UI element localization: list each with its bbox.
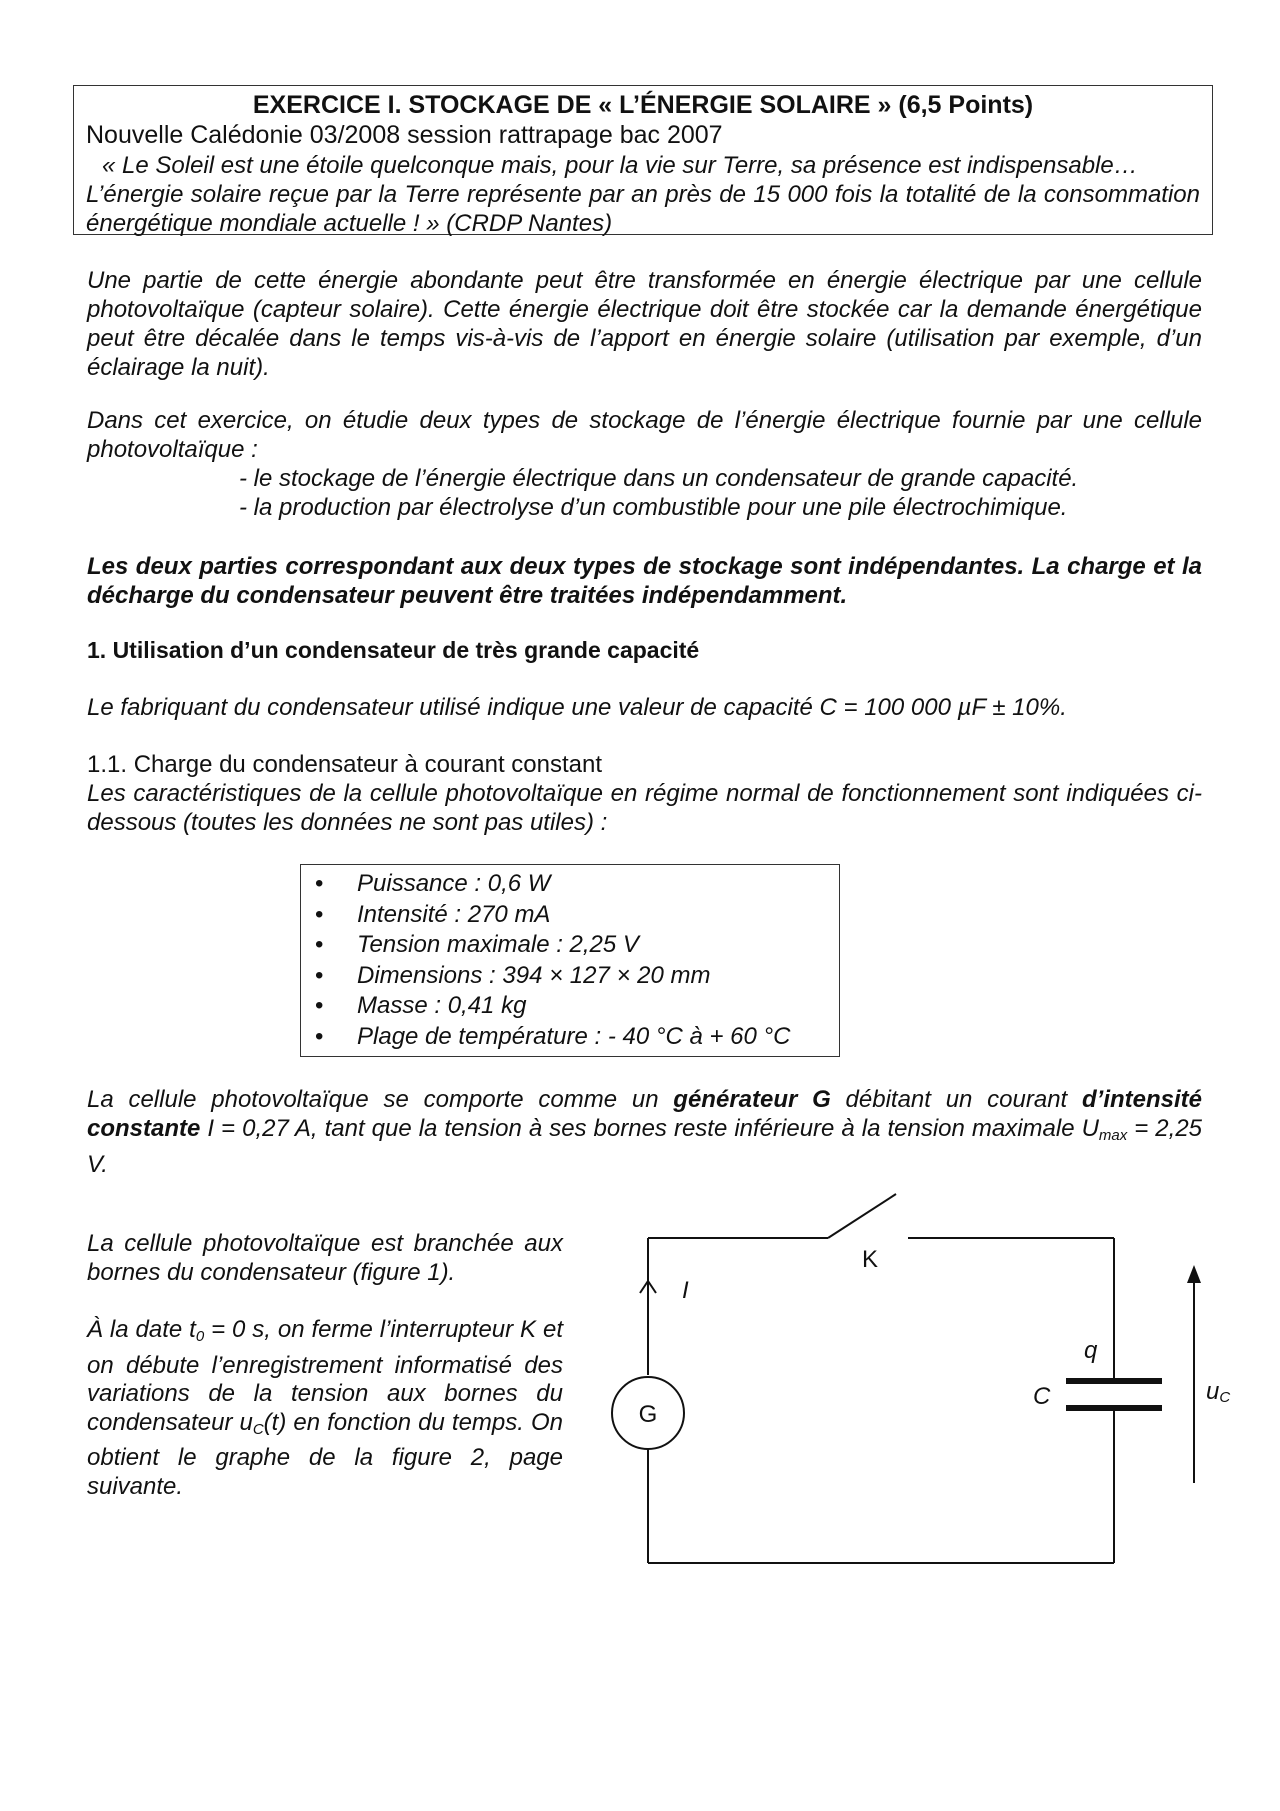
spec-text: Masse : 0,41 kg [357, 992, 527, 1019]
figure-1-circuit [600, 1185, 1240, 1585]
section-1-heading: 1. Utilisation d’un condensateur de très grande capacité [87, 637, 700, 663]
quote-line-1: « Le Soleil est une étoile quelconque mais, pour la vie sur Terre, sa présence est indispensable… [102, 152, 1138, 179]
generator-behavior-paragraph [87, 1085, 1202, 1179]
spec-item [315, 961, 839, 992]
subscript: 0 [195, 1328, 205, 1345]
cell-characteristics-box [300, 864, 840, 1057]
text-run: I = 0,27 A, tant que la tension à ses bornes reste inférieure à la tension maximale U [200, 1115, 1099, 1142]
bullet-icon: • [315, 1022, 324, 1050]
text-run: (t) en fonction du temps. On obtient le graphe de la figure 2, page suivante. [87, 1408, 563, 1500]
switch-label: K [862, 1246, 879, 1273]
bullet-icon: • [315, 992, 324, 1019]
bullet-icon: • [315, 900, 324, 928]
spec-item [315, 930, 839, 961]
section-1-1-block [87, 750, 1202, 837]
spec-item [315, 1022, 839, 1053]
spec-item [315, 991, 839, 1022]
generator-label: G [638, 1401, 658, 1428]
voltage-label-sub: C [1219, 1389, 1231, 1406]
connection-paragraph: La cellule photovoltaïque est branchée aux bornes du condensateur (figure 1). [87, 1230, 563, 1286]
characteristics-intro: Les caractéristiques de la cellule photovoltaïque en régime normal de fonctionnement sont indiquées ci-dessous (toutes les données ne sont pas utiles) : [87, 780, 1202, 836]
bullet-icon: • [315, 870, 324, 897]
voltage-arrow-icon [1187, 1265, 1201, 1283]
spec-text: Intensité : 270 mA [357, 900, 551, 928]
spec-text: Plage de température : - 40 °C à + 60 °C [357, 1022, 791, 1050]
intro-paragraph-1: Une partie de cette énergie abondante peut être transformée en énergie électrique par une cellule photovoltaïque (capteur solaire). Cette énergie électrique doit être stockée car la demande énergétique peut être décalée dans le temps vis-à-vis de l’apport en énergie solaire (utilisation par exemple, d’un éclairage la nuit). [87, 267, 1202, 381]
storage-type-item: - la production par électrolyse d’un combustible pour une pile électrochimique. [239, 494, 1068, 521]
bullet-icon: • [315, 931, 324, 958]
capacitor-label: C [1033, 1383, 1051, 1410]
storage-type-item: - le stockage de l’énergie électrique dans un condensateur de grande capacité. [239, 465, 1079, 492]
spec-text: Dimensions : 394 × 127 × 20 mm [357, 961, 711, 989]
quote-rest: L’énergie solaire reçue par la Terre représente par an près de 15 000 fois la totalité de la consommation énergétique mondiale actuelle ! » (CRDP Nantes) [86, 181, 1200, 237]
charge-label: q [1084, 1337, 1098, 1364]
voltage-label [1206, 1378, 1230, 1406]
switch-blade [828, 1194, 896, 1238]
bullet-icon: • [315, 961, 324, 989]
spec-item [315, 900, 839, 931]
current-label: I [682, 1277, 689, 1304]
text-run: = 0 s, on ferme l’interrupteur K et on débute l’enregistrement informatisé des variations de la tension aux bornes du condensateur u [87, 1316, 563, 1436]
text-run: = 2,25 V. [87, 1115, 1203, 1178]
exercise-source: Nouvelle Calédonie 03/2008 session rattrapage bac 2007 [86, 121, 723, 149]
exercise-header-box [73, 85, 1213, 235]
text-run: À la date t [87, 1316, 196, 1343]
spec-text: Tension maximale : 2,25 V [357, 931, 639, 958]
storage-types-list [87, 464, 1202, 522]
recording-paragraph [87, 1316, 563, 1501]
exercise-quote [86, 151, 1200, 238]
intro-paragraph-2 [87, 406, 1202, 522]
exercise-title: EXERCICE I. STOCKAGE DE « L’ÉNERGIE SOLAIRE » (6,5 Points) [252, 91, 1034, 119]
independence-note: Les deux parties correspondant aux deux types de stockage sont indépendantes. La charge et la décharge du condensateur peuvent être traitées indépendamment. [87, 553, 1202, 609]
text-run: La cellule photovoltaïque se comporte comme un [87, 1086, 674, 1113]
subscript: max [1098, 1127, 1128, 1144]
spec-item [315, 869, 839, 900]
constant-current-term: d’intensité constante [87, 1086, 1202, 1142]
spec-text: Puissance : 0,6 W [357, 870, 551, 897]
intro-paragraph-2-text: Dans cet exercice, on étudie deux types de stockage de l’énergie électrique fournie par une cellule photovoltaïque : [87, 407, 1202, 463]
text-run: débitant un courant [830, 1086, 1082, 1113]
capacity-statement: Le fabriquant du condensateur utilisé indique une valeur de capacité C = 100 000 µF ± 10%. [87, 694, 1067, 721]
section-1-1-heading: 1.1. Charge du condensateur à courant constant [87, 751, 603, 778]
generator-term: générateur G [673, 1086, 831, 1113]
voltage-label-main: u [1206, 1378, 1220, 1405]
subscript: C [252, 1420, 264, 1438]
